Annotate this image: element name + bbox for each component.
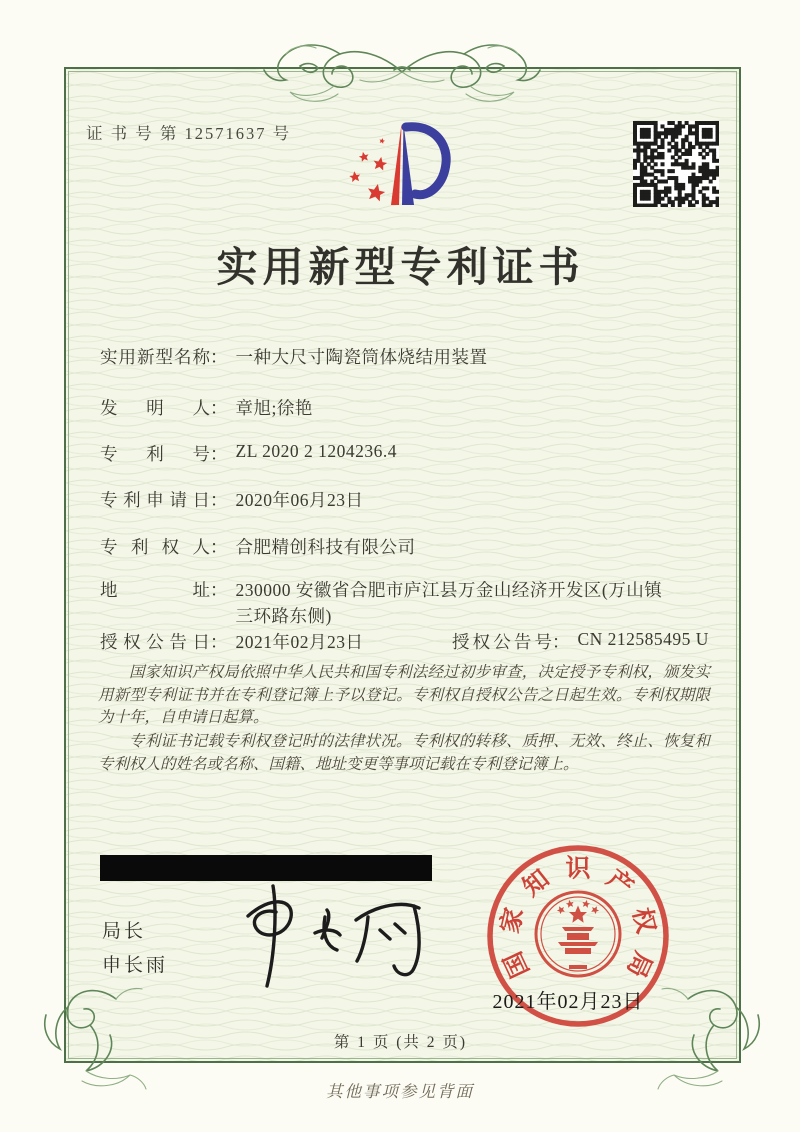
field-value: 合肥精创科技有限公司 xyxy=(235,537,416,557)
colon: ： xyxy=(210,580,228,600)
field-value: 2020年06月23日 xyxy=(235,490,364,510)
svg-text:产: 产 xyxy=(601,865,638,902)
signatory-name: 申长雨 xyxy=(102,955,169,976)
colon: ： xyxy=(210,537,228,557)
back-side-note: 其他事项参见背面 xyxy=(326,1082,474,1101)
svg-text:知: 知 xyxy=(518,865,555,902)
body-paragraph-2: 专利证书记载专利权登记时的法律状况。专利权的转移、质押、无效、终止、恢复和专利权人的姓名或名称、国籍、地址变更等事项记载在专利登记簿上。 xyxy=(98,733,710,773)
field-label: 授权公告号 xyxy=(452,632,552,652)
logo-p-bowl xyxy=(406,127,446,195)
svg-text:家: 家 xyxy=(496,905,529,936)
field-row-grant-date xyxy=(100,629,364,654)
colon: ： xyxy=(210,444,228,464)
field-row-inventor xyxy=(100,395,313,420)
field-row-address xyxy=(100,577,676,629)
field-label: 授权公告日 xyxy=(100,632,210,652)
certificate-number: 证 书 号 第 12571637 号 xyxy=(86,124,292,143)
field-label: 专利权人 xyxy=(100,537,210,557)
field-row-patentee xyxy=(100,534,416,559)
certificate-title: 实用新型专利证书 xyxy=(216,244,585,290)
colon: ： xyxy=(552,632,570,652)
field-value: CN 212585495 U xyxy=(577,629,709,649)
field-value: 一种大尺寸陶瓷筒体烧结用装置 xyxy=(235,347,488,367)
body-paragraph-1: 国家知识产权局依照中华人民共和国专利法经过初步审查，决定授予专利权，颁发实用新型专利证书并在专利登记簿上予以登记。专利权自授权公告之日起生效。专利权期限为十年，自申请日起算。 xyxy=(98,664,710,727)
field-value: 2021年02月23日 xyxy=(235,632,364,652)
colon: ： xyxy=(210,347,228,367)
colon: ： xyxy=(210,632,228,652)
field-label: 发明人 xyxy=(100,398,210,418)
svg-text:权: 权 xyxy=(627,905,660,936)
field-row-grant-number xyxy=(452,629,709,654)
national-emblem xyxy=(536,892,620,976)
cnipa-logo xyxy=(331,116,481,221)
colon: ： xyxy=(210,398,228,418)
signatory-title: 局长 xyxy=(102,921,147,942)
page-number: 第 1 页 (共 2 页) xyxy=(333,1034,468,1051)
field-value: ZL 2020 2 1204236.4 xyxy=(235,441,397,461)
logo-stars xyxy=(349,137,388,202)
field-label: 实用新型名称 xyxy=(100,347,210,367)
logo-triangle-red xyxy=(391,124,402,205)
field-label: 专利申请日 xyxy=(100,490,210,510)
svg-text:局: 局 xyxy=(621,947,657,982)
field-row-filing-date xyxy=(100,487,364,512)
field-row-name xyxy=(100,344,488,369)
svg-text:国: 国 xyxy=(499,947,535,982)
field-label: 专利号 xyxy=(100,444,210,464)
field-value: 章旭;徐艳 xyxy=(235,398,313,418)
field-value: 230000 安徽省合肥市庐江县万金山经济开发区(万山镇三环路东侧) xyxy=(235,580,663,626)
colon: ： xyxy=(210,490,228,510)
seal-date: 2021年02月23日 xyxy=(492,991,644,1013)
field-label: 地址 xyxy=(100,580,210,600)
qr-code xyxy=(633,121,719,207)
top-ornament xyxy=(262,36,542,106)
field-row-patent-number xyxy=(100,441,397,466)
cnipa-seal xyxy=(472,830,684,1042)
svg-text:识: 识 xyxy=(565,855,591,883)
director-signature xyxy=(218,876,423,996)
